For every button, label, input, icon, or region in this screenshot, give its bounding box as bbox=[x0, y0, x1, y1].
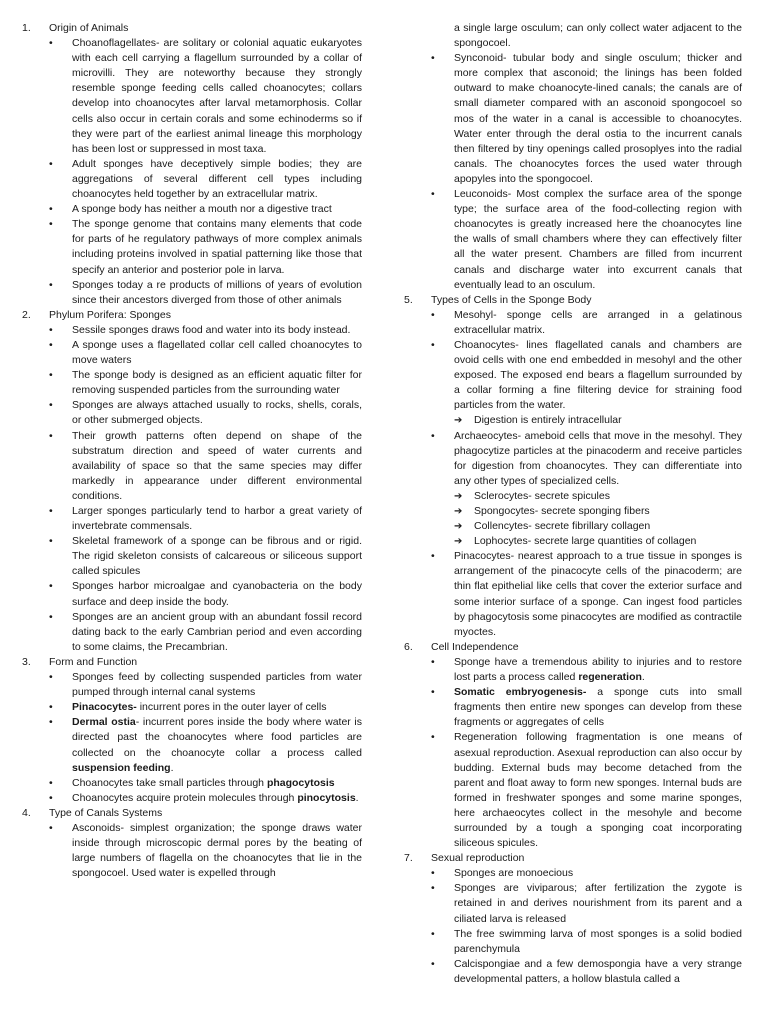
list-item: • Regeneration following fragmentation is one means of asexual reproduction. Asexual reproduction can also occur by budding. External buds may become detached from the parent and float away to form new sponges. Internal buds are formed in freshwater sponges and some marine sponges, here archaeocytes collect in the mesohyle and become surrounded by a tough a sponging coat incorporating siliceous spicules. bbox=[404, 730, 742, 851]
list-item: • Mesohyl- sponge cells are arranged in a gelatinous extracellular matrix. bbox=[404, 308, 742, 338]
item-text: . bbox=[170, 761, 174, 774]
list-item bbox=[22, 715, 362, 775]
arrow-item: ➔ Lophocytes- secrete large quantities of collagen bbox=[404, 534, 742, 549]
item-text: a sponge cuts into small fragments then entire new sponges can develop from these fragments or aggregates of cells bbox=[454, 686, 743, 729]
list-item: • Leuconoids- Most complex the surface area of the sponge type; the surface area of the food-collecting region with choanocytes is greatly increased here the choanocytes line the walls of small chambers where they can effectively filter all the water present. Chambers are filled from incurrent canals and discharge water into excurrent canals that eventually lead to an osculum. bbox=[404, 187, 742, 293]
item-text: . bbox=[641, 671, 645, 684]
list-item: • Sponges harbor microalgae and cyanobacteria on the body surface and deep inside the body. bbox=[22, 579, 362, 609]
list-item: • A sponge body has neither a mouth nor a digestive tract bbox=[22, 202, 362, 217]
list-item: • The sponge body is designed as an efficient aquatic filter for removing suspended particles from the surrounding water bbox=[22, 368, 362, 398]
section-number: 5. bbox=[404, 293, 413, 306]
list-item bbox=[404, 685, 742, 730]
item-text: . bbox=[355, 791, 359, 804]
list-item: • Sessile sponges draws food and water into its body instead. bbox=[22, 323, 362, 338]
bullet-list bbox=[22, 323, 362, 655]
list-item: • Sponges are monoecious bbox=[404, 866, 742, 881]
item-text: Choanocytes acquire protein molecules through bbox=[72, 791, 298, 804]
bold-term: Pinacocytes- bbox=[72, 701, 137, 714]
list-item bbox=[22, 700, 362, 715]
bold-term: Somatic embryogenesis- bbox=[454, 686, 587, 699]
item-text: Choanocytes take small particles through bbox=[72, 776, 267, 789]
list-item: • Archaeocytes- ameboid cells that move in the mesohyl. They phagocytize particles at the pinacoderm and receive particles for digestion from choanocytes. They can differentiate into any other types of specialized cells. bbox=[404, 429, 742, 489]
bold-term: suspension feeding bbox=[72, 761, 171, 774]
list-item: • Adult sponges have deceptively simple bodies; they are aggregations of several different cell types including choanocytes held together by an extracellular matrix. bbox=[22, 157, 362, 202]
left-column bbox=[22, 21, 362, 881]
bold-term: Dermal ostia bbox=[72, 716, 136, 729]
section-form-and-function bbox=[22, 655, 362, 670]
bullet-list bbox=[404, 866, 742, 987]
bold-term: regeneration bbox=[578, 671, 642, 684]
section-cell-independence bbox=[404, 640, 742, 655]
list-item-continuation: a single large osculum; can only collect water adjacent to the spongocoel. bbox=[454, 22, 742, 50]
list-item: • Sponges are an ancient group with an abundant fossil record dating back to the early Cambrian period and even according to some claims, the Precambrian. bbox=[22, 610, 362, 655]
bullet-list bbox=[404, 308, 742, 640]
bold-term: pinocytosis bbox=[297, 791, 356, 804]
section-number: 3. bbox=[22, 655, 31, 668]
section-title: Type of Canals Systems bbox=[49, 806, 163, 819]
list-item: • The free swimming larva of most sponges is a solid bodied parenchymula bbox=[404, 927, 742, 957]
arrow-item: ➔ Digestion is entirely intracellular bbox=[404, 413, 742, 428]
list-item: • Sponges are viviparous; after fertilization the zygote is retained in and derives nourishment from its parent and a ciliated larva is released bbox=[404, 881, 742, 926]
list-item: • Choanoflagellates- are solitary or colonial aquatic eukaryotes with each cell carrying a flagellum surrounded by a collar of microvilli. They are noteworthy because they strongly resemble sponge feeding cells called choanocytes; collars develop into choanocytes after larval metamorphosis. Collar cells also occur in certain corals and some echinoderms so if they were part of the earliest animal lineage this morphology has been lost or suppressed in most taxa. bbox=[22, 36, 362, 157]
bullet-list bbox=[404, 655, 742, 851]
list-item: • The sponge genome that contains many elements that code for parts of he regulatory pathways of more complex animals including proteins involved in spatial patterning like those that specify an anterior and posterior pole in larva. bbox=[22, 217, 362, 277]
list-item bbox=[22, 791, 362, 806]
section-title: Sexual reproduction bbox=[431, 852, 525, 865]
section-title: Types of Cells in the Sponge Body bbox=[431, 293, 592, 306]
section-number: 6. bbox=[404, 640, 413, 653]
list-item: • Larger sponges particularly tend to harbor a great variety of invertebrate commensals. bbox=[22, 504, 362, 534]
bold-term: phagocytosis bbox=[266, 776, 335, 789]
arrow-item: ➔ Spongocytes- secrete sponging fibers bbox=[404, 504, 742, 519]
section-origin-of-animals bbox=[22, 21, 362, 36]
list-item: • Calcispongiae and a few demospongia have a very strange developmental patters, a hollow blastula called a bbox=[404, 957, 742, 987]
list-item: • Asconoids- simplest organization; the sponge draws water inside through microscopic dermal pores by the beating of large numbers of flagella on the choanocytes that lie in the spongocoel. Used water is expelled through bbox=[22, 821, 362, 881]
list-item: • Sponges feed by collecting suspended particles from water pumped through internal canal systems bbox=[22, 670, 362, 700]
list-item: • Their growth patterns often depend on shape of the substratum direction and speed of water currents and availability of space so that the same species may differ markedly in appearance under different environmental conditions. bbox=[22, 429, 362, 504]
section-number: 1. bbox=[22, 22, 31, 34]
section-number: 2. bbox=[22, 308, 31, 321]
section-sexual-reproduction bbox=[404, 851, 742, 866]
item-text: Sponge have a tremendous ability to injuries and to restore lost parts a process called bbox=[454, 655, 742, 684]
right-column bbox=[404, 21, 742, 987]
list-item: • Sponges today a re products of millions of years of evolution since their ancestors diverged from those of other animals bbox=[22, 278, 362, 308]
section-title: Form and Function bbox=[49, 655, 138, 668]
bullet-list bbox=[22, 821, 362, 881]
arrow-item: ➔ Collencytes- secrete fibrillary collagen bbox=[404, 519, 742, 534]
list-item bbox=[22, 776, 362, 791]
section-title: Phylum Porifera: Sponges bbox=[49, 308, 171, 321]
section-canal-systems bbox=[22, 806, 362, 821]
list-item: • A sponge uses a flagellated collar cell called choanocytes to move waters bbox=[22, 338, 362, 368]
list-item: • Pinacocytes- nearest approach to a true tissue in sponges is arrangement of the pinacocyte cells of the pinacoderm; are thin flat epithelial like cells that cover the exterior surface and some interior surface of a sponge. Can ingest food particles by phagocytosis some pinacocytes are modified as contractile myoctes. bbox=[404, 549, 742, 640]
list-item: • Skeletal framework of a sponge can be fibrous and or rigid. The rigid skeleton consists of calcareous or siliceous support called spicules bbox=[22, 534, 362, 579]
list-item: • Synconoid- tubular body and single osculum; thicker and more complex that asconoid; the linings has been folded outward to make choanocyte-lined canals; the canals are of small diameter compared with an asconoid spongocoel so mos of the water in a canal is accessible to choanocytes. Water enter through the deral ostia to the incurrent canals then filtered by tiny openings called prosoplyes into the radial canals. The choanocytes forces the used water through apopyles into the spongocoel. bbox=[404, 51, 742, 187]
section-title: Origin of Animals bbox=[49, 22, 129, 34]
section-number: 7. bbox=[404, 852, 413, 865]
list-item: • Choanocytes- lines flagellated canals and chambers are ovoid cells with one end embedded in mesohyl and the other exposed. The exposed end bears a flagellum surrounded by a collar forming a fine filtering device for straining food particles from the water. bbox=[404, 338, 742, 413]
item-text: incurrent pores in the outer layer of cells bbox=[136, 701, 327, 714]
bullet-list bbox=[404, 21, 742, 293]
list-item: • Sponges are always attached usually to rocks, shells, corals, or other submerged objects. bbox=[22, 398, 362, 428]
list-item bbox=[404, 655, 742, 685]
section-types-of-cells bbox=[404, 293, 742, 308]
section-number: 4. bbox=[22, 806, 31, 819]
bullet-list bbox=[22, 36, 362, 308]
arrow-item: ➔ Sclerocytes- secrete spicules bbox=[404, 489, 742, 504]
section-phylum-porifera bbox=[22, 308, 362, 323]
bullet-list bbox=[22, 670, 362, 806]
section-title: Cell Independence bbox=[431, 640, 519, 653]
item-text: - incurrent pores inside the body where water is directed past the choanocytes where food particles are collected on the choanocyte collar a process called bbox=[72, 716, 362, 759]
